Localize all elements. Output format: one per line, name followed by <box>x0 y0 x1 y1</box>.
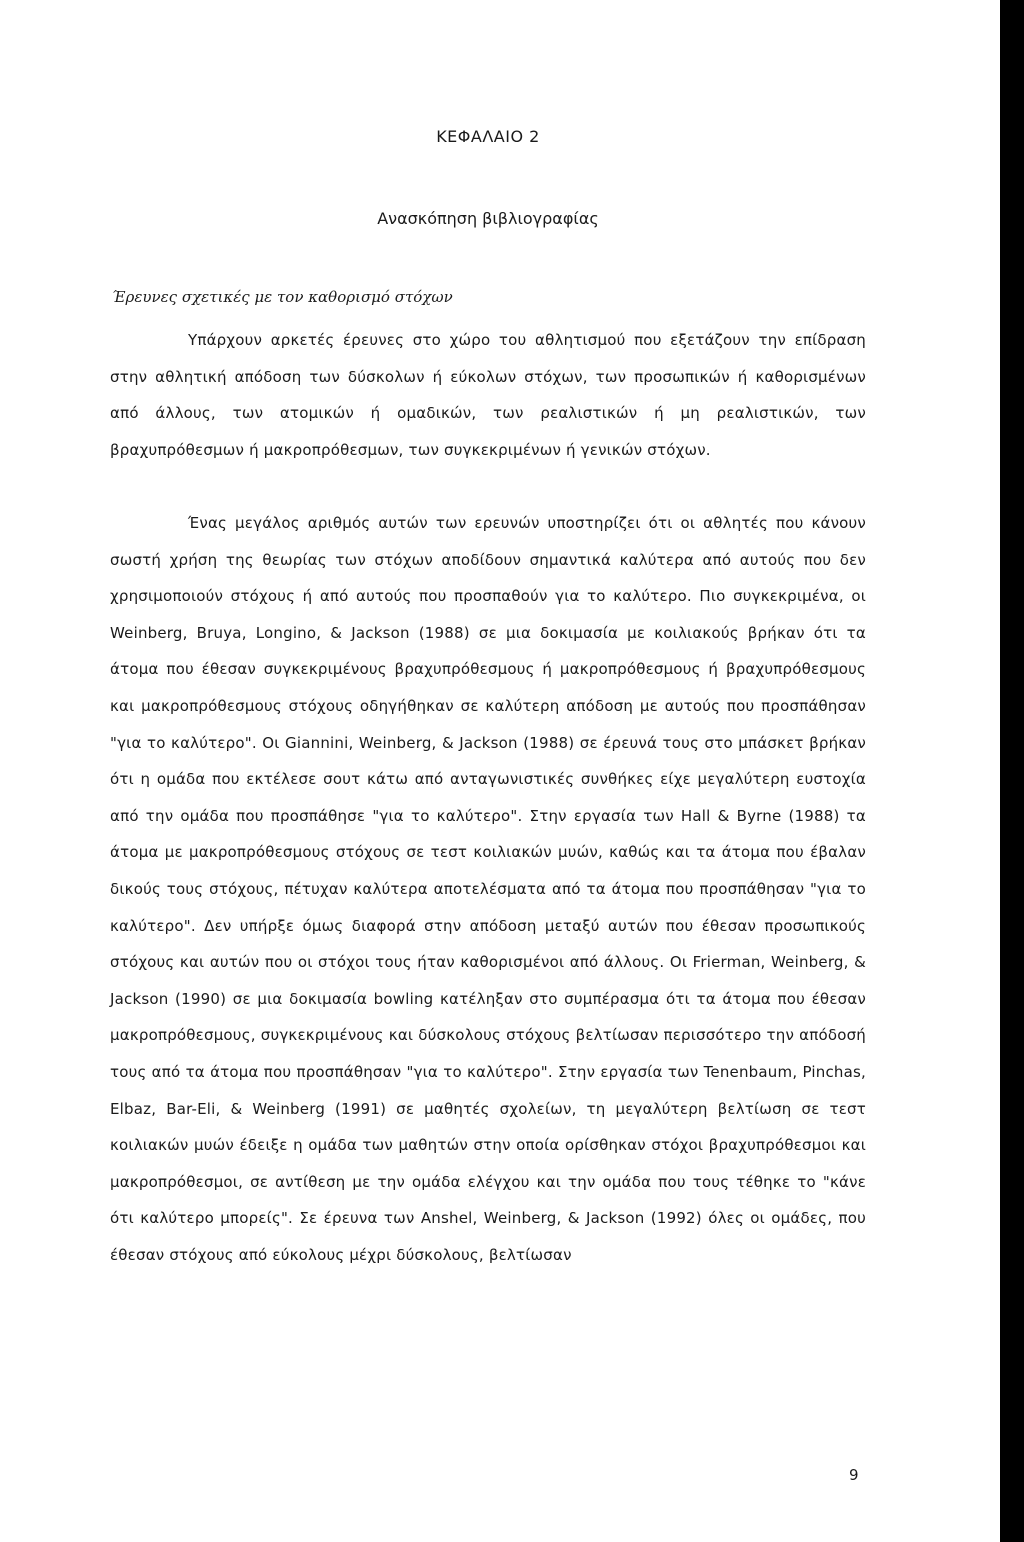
page-number: 9 <box>849 1466 859 1484</box>
paragraph-1-container <box>110 322 866 468</box>
chapter-title: Ανασκόπηση βιβλιογραφίας <box>377 209 599 228</box>
paragraph-2-container <box>110 505 866 1273</box>
paragraph: Ένας μεγάλος αριθμός αυτών των ερευνών υποστηρίζει ότι οι αθλητές που κάνουν σωστή χρήση της θεωρίας των στόχων αποδίδουν σημαντικά καλύτερα από αυτούς που δεν χρησιμοποιούν στόχους ή από αυτούς που προσπαθούν για το καλύτερο. Πιο συγκεκριμένα, οι Weinberg, Bruya, Longino, & Jackson (1988) σε μια δοκιμασία με κοιλιακούς βρήκαν ότι τα άτομα που έθεσαν συγκεκριμένους βραχυπρόθεσμους ή μακροπρόθεσμους ή βραχυπρόθεσμους και μακροπρόθεσμους στόχους οδηγήθηκαν σε καλύτερη απόδοση με αυτούς που προσπάθησαν "για το καλύτερο". Οι Giannini, Weinberg, & Jackson (1988) σε έρευνά τους στο μπάσκετ βρήκαν ότι η ομάδα που εκτέλεσε σουτ κάτω από ανταγωνιστικές συνθήκες είχε μεγαλύτερη ευστοχία από την ομάδα που προσπάθησε "για το καλύτερο". Στην εργασία των Hall & Byrne (1988) τα άτομα με μακροπρόθεσμους στόχους σε τεστ κοιλιακών μυών, καθώς και τα άτομα που έβαλαν δικούς τους στόχους, πέτυχαν καλύτερα αποτελέσματα από τα άτομα που προσπάθησαν "για το καλύτερο". Δεν υπήρξε όμως διαφορά στην απόδοση μεταξύ αυτών που έθεσαν προσωπικούς στόχους και αυτών που οι στόχοι τους ήταν καθορισμένοι από άλλους. Οι Frierman, Weinberg, & Jackson (1990) σε μια δοκιμασία bowling κατέληξαν στο συμπέρασμα ότι τα άτομα που έθεσαν μακροπρόθεσμους, συγκεκριμένους και δύσκολους στόχους βελτίωσαν περισσότερο την απόδοσή τους από τα άτομα που προσπάθησαν "για το καλύτερο". Στην εργασία των Tenenbaum, Pinchas, Elbaz, Bar-Eli, & Weinberg (1991) σε μαθητές σχολείων, τη μεγαλύτερη βελτίωση σε τεστ κοιλιακών μυών έδειξε η ομάδα των μαθητών στην οποία ορίσθηκαν στόχοι βραχυπρόθεσμοι και μακροπρόθεσμοι, σε αντίθεση με την ομάδα ελέγχου και την ομάδα που τους τέθηκε το "κάνε ότι καλύτερο μπορείς". Σε έρευνα των Anshel, Weinberg, & Jackson (1992) όλες οι ομάδες, που έθεσαν στόχους από εύκολους μέχρι δύσκολους, βελτίωσαν <box>110 514 866 1264</box>
paragraph: Υπάρχουν αρκετές έρευνες στο χώρο του αθλητισμού που εξετάζουν την επίδραση στην αθλητική απόδοση των δύσκολων ή εύκολων στόχων, των προσωπικών ή καθορισμένων από άλλους, των ατομικών ή ομαδικών, των ρεαλιστικών ή μη ρεαλιστικών, των βραχυπρόθεσμων ή μακροπρόθεσμων, των συγκεκριμένων ή γενικών στόχων. <box>110 331 866 459</box>
section-heading: Έρευνες σχετικές με τον καθορισμό στόχων <box>112 288 453 306</box>
scan-border <box>1000 0 1024 1542</box>
chapter-heading: ΚΕΦΑΛΑΙΟ 2 <box>436 127 540 146</box>
